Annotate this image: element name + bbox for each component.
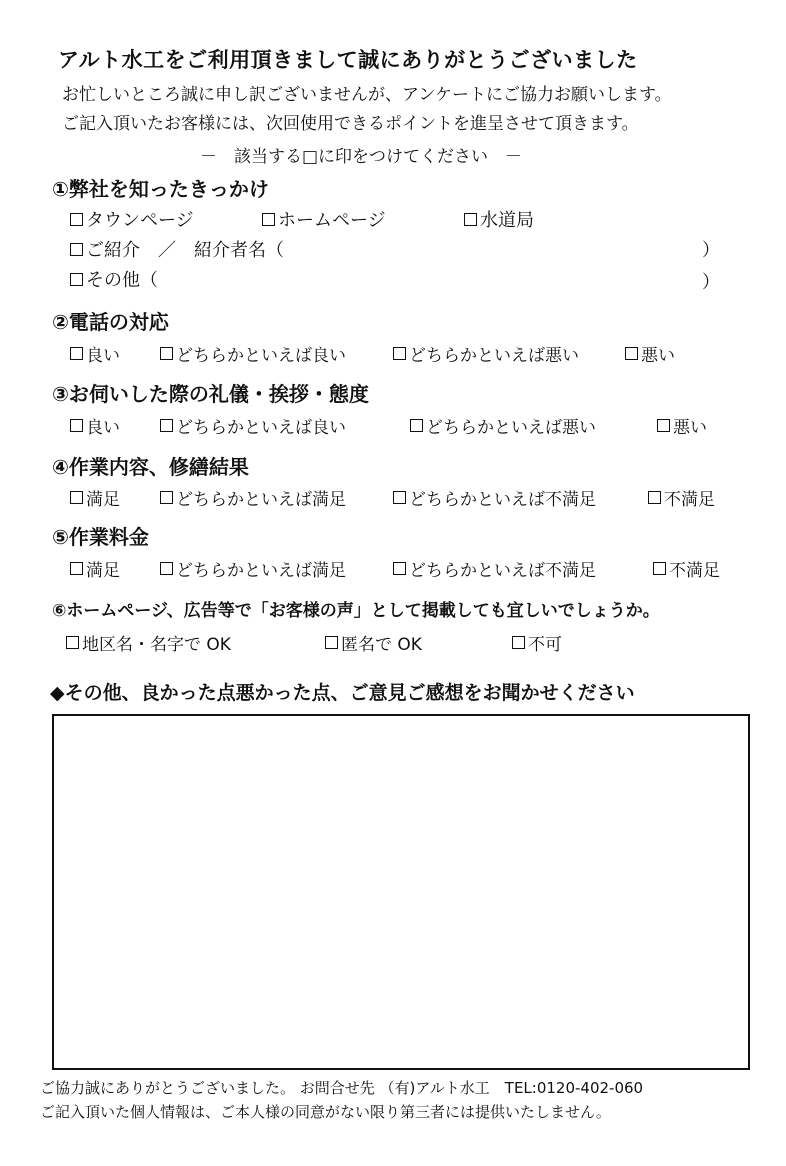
q4-option-dissatisfied[interactable]: 不満足: [648, 485, 715, 510]
checkbox-icon[interactable]: [393, 491, 406, 504]
q2-heading: ②電話の対応: [52, 310, 169, 334]
q2-option-somewhat-bad[interactable]: どちらかといえば悪い: [393, 341, 579, 366]
q4-option-satisfied[interactable]: 満足: [70, 485, 120, 510]
checkbox-icon[interactable]: [70, 562, 83, 575]
checkbox-icon[interactable]: [160, 347, 173, 360]
q1-option-referral[interactable]: ご紹介 ／ 紹介者名（: [70, 236, 284, 262]
q3-option-somewhat-good[interactable]: どちらかといえば良い: [160, 413, 346, 438]
checkbox-icon[interactable]: [653, 562, 666, 575]
q2-option-good[interactable]: 良い: [70, 341, 120, 366]
checkbox-icon[interactable]: [625, 347, 638, 360]
checkbox-icon[interactable]: [393, 562, 406, 575]
checkbox-icon[interactable]: [648, 491, 661, 504]
checkbox-icon[interactable]: [393, 347, 406, 360]
q6-heading: ⑥ホームページ、広告等で「お客様の声」として掲載しても宜しいでしょうか。: [52, 601, 660, 621]
q1-referral-close-paren: ）: [702, 240, 720, 261]
q5-option-satisfied[interactable]: 満足: [70, 556, 120, 581]
checkbox-icon[interactable]: [70, 213, 83, 226]
q5-heading: ⑤作業料金: [52, 525, 149, 549]
checkbox-icon[interactable]: [70, 419, 83, 432]
q1-option-other[interactable]: その他（: [70, 266, 158, 292]
checkbox-icon[interactable]: [325, 636, 338, 649]
instruction-line: － 該当する□に印をつけてください －: [200, 147, 523, 167]
checkbox-icon[interactable]: [657, 419, 670, 432]
q2-option-somewhat-good[interactable]: どちらかといえば良い: [160, 341, 346, 366]
checkbox-icon[interactable]: [160, 562, 173, 575]
checkbox-icon[interactable]: [160, 419, 173, 432]
q6-option-not-allowed[interactable]: 不可: [512, 630, 562, 655]
q3-option-bad[interactable]: 悪い: [657, 413, 707, 438]
q1-option-homepage[interactable]: ホームページ: [262, 206, 386, 232]
q1-heading: ①弊社を知ったきっかけ: [52, 177, 269, 201]
q6-option-anonymous-ok[interactable]: 匿名で OK: [325, 630, 422, 655]
checkbox-icon[interactable]: [512, 636, 525, 649]
comments-textarea[interactable]: [52, 714, 750, 1070]
checkbox-icon[interactable]: [410, 419, 423, 432]
checkbox-icon[interactable]: [160, 491, 173, 504]
intro-line-1: お忙しいところ誠に申し訳ございませんが、アンケートにご協力お願いします。: [62, 85, 672, 105]
checkbox-icon[interactable]: [262, 213, 275, 226]
checkbox-icon[interactable]: [70, 491, 83, 504]
footer-contact-line: ご協力誠にありがとうございました。 お問合せ先 （有)アルト水工 TEL:0120-402-060: [40, 1079, 644, 1097]
q4-heading: ④作業内容、修繕結果: [52, 455, 249, 479]
comments-heading: ◆その他、良かった点悪かった点、ご意見ご感想をお聞かせください: [50, 682, 635, 704]
q2-option-bad[interactable]: 悪い: [625, 341, 675, 366]
checkbox-icon[interactable]: [464, 213, 477, 226]
q4-option-somewhat-dissatisfied[interactable]: どちらかといえば不満足: [393, 485, 596, 510]
q5-option-somewhat-satisfied[interactable]: どちらかといえば満足: [160, 556, 346, 581]
q3-option-good[interactable]: 良い: [70, 413, 120, 438]
checkbox-icon[interactable]: [66, 636, 79, 649]
intro-line-2: ご記入頂いたお客様には、次回使用できるポイントを進呈させて頂きます。: [62, 114, 639, 134]
q3-option-somewhat-bad[interactable]: どちらかといえば悪い: [410, 413, 596, 438]
q6-option-area-surname-ok[interactable]: 地区名・名字で OK: [66, 630, 231, 655]
q5-option-somewhat-dissatisfied[interactable]: どちらかといえば不満足: [393, 556, 596, 581]
checkbox-icon[interactable]: [70, 243, 83, 256]
survey-title: アルト水工をご利用頂きまして誠にありがとうございました: [58, 48, 638, 72]
q3-heading: ③お伺いした際の礼儀・挨拶・態度: [52, 382, 369, 406]
q1-option-water-bureau[interactable]: 水道局: [464, 206, 534, 232]
q1-option-townpage[interactable]: タウンページ: [70, 206, 194, 232]
q5-option-dissatisfied[interactable]: 不満足: [653, 556, 720, 581]
checkbox-icon[interactable]: [70, 273, 83, 286]
checkbox-icon[interactable]: [70, 347, 83, 360]
footer-privacy-line: ご記入頂いた個人情報は、ご本人様の同意がない限り第三者には提供いたしません。: [40, 1103, 611, 1121]
q1-other-close-paren: ）: [702, 272, 720, 293]
q4-option-somewhat-satisfied[interactable]: どちらかといえば満足: [160, 485, 346, 510]
